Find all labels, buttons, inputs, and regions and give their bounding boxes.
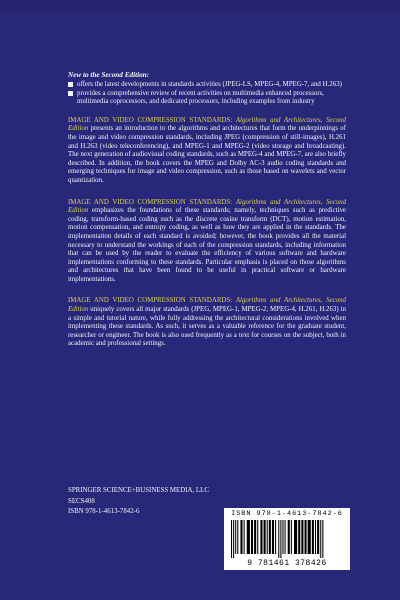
barcode-bar [280, 520, 281, 558]
barcode-bar [282, 520, 283, 554]
barcode-bar [320, 520, 321, 558]
description-paragraph-2 [68, 199, 346, 285]
book-title-caps: IMAGE AND VIDEO COMPRESSION STANDARDS: [68, 116, 233, 124]
new-edition-title: New to the Second Edition: [68, 71, 150, 79]
book-title-caps: IMAGE AND VIDEO COMPRESSION STANDARDS: [68, 198, 233, 206]
barcode-bar [312, 520, 314, 554]
list-item [68, 90, 346, 107]
bullet-text: provides a comprehensive review of recent activities on multimedia enhanced processors, multimedia coprocessors, and dedicated processors, including examples from industry [77, 89, 325, 106]
barcode-bars [230, 520, 344, 558]
barcode-bar [308, 520, 311, 554]
barcode-bar [233, 520, 234, 558]
barcode-bar [267, 520, 268, 554]
barcode-bar [291, 520, 292, 554]
paragraph-body: emphasizes the foundations of these standards; namely, techniques such as predictive coding, transform-based coding such as the discrete cosine transform (DCT), motion estimation, motion compensation, and entropy coding, as well as how they are applied in the standards. The implementation details of each standard is avoided; however, the book provides all the material necessary to understand the workings of each of the compression standards, including information that can be used by the reader to evaluate the efficiency of various software and hardware implementations conforming to these standards. Particular emphasis is placed on those algorithms and architectures that have been found to be useful in practical software or hardware implementations. [68, 207, 346, 283]
list-item [68, 81, 346, 90]
barcode-bar [298, 520, 300, 554]
barcode-bar [235, 520, 236, 554]
book-title-italic: Algorithms and Architectures, Second Edition [68, 297, 346, 314]
barcode-bar [285, 520, 286, 554]
publisher-name: SPRINGER SCIENCE+BUSINESS MEDIA, LLC [68, 487, 209, 494]
barcode-bar [294, 520, 297, 554]
description-paragraph-3 [68, 297, 346, 349]
barcode-bar [264, 520, 266, 554]
barcode-bar [237, 520, 238, 554]
barcode-bar [288, 520, 290, 554]
barcode-bar [275, 520, 276, 554]
description-paragraph-1 [68, 117, 346, 186]
book-title-italic: Algorithms and Architectures, Second Edition [68, 116, 346, 133]
barcode-bar [247, 520, 250, 554]
top-band [0, 0, 400, 14]
publisher-info [68, 486, 209, 518]
barcode-bar [317, 520, 319, 554]
barcode-bar [322, 520, 323, 558]
bullet-square-icon [68, 82, 73, 87]
barcode-bar [240, 520, 242, 554]
cover-text-block [68, 71, 346, 349]
book-title-italic: Algorithms and Architectures, Second Edition [68, 198, 346, 215]
paragraph-body: uniquely covers all major standards (JPEG, MPEG-1, MPEG-2, MPEG-4, H.261, H.263) in a simple and tutorial nature, while fully addressing the architectural considerations involved when implementing these standards. As such, it serves as a valuable reference for the graduate student, researcher or engineer. The book is also used frequently as a text for courses on the subject, both in academic and professional settings. [68, 306, 346, 348]
isbn-text: ISBN 978-1-4613-7842-6 [68, 508, 140, 516]
paragraph-body: presents an introduction to the algorithms and architectures that form the underpinnings of the image and video compression standards, including JPEG (compression of still-images), H.261 and H.263 (video teleconferencing), and MPEG-1 and MPEG-2 (video storage and broadcasting). The next generation of audiovisual coding standards, such as MPEG-4 and MPEG-7, are also briefly described. In addition, the book covers the MPEG and Dolby AC-3 audio coding standards and emerging techniques for image and video compression, such as those based on wavelets and vector quantization. [68, 125, 346, 184]
barcode-bar [257, 520, 258, 554]
barcode [224, 508, 350, 570]
barcode-bar [301, 520, 303, 554]
barcode-number: 9 781461 378426 [247, 559, 327, 568]
barcode-bar [244, 520, 245, 554]
barcode-bar [315, 520, 316, 554]
barcode-bar [260, 520, 262, 554]
barcode-bar [269, 520, 271, 554]
book-title-caps: IMAGE AND VIDEO COMPRESSION STANDARDS: [68, 297, 233, 305]
bullet-text: offers the latest developments in standards activities (JPEG-LS, MPEG-4, MPEG-7, and H.263) [77, 81, 342, 88]
barcode-bar [251, 520, 253, 554]
barcode-bar [278, 520, 279, 558]
barcode-bar [272, 520, 274, 554]
barcode-isbn-label: ISBN 978-1-4613-7842-6 [231, 510, 343, 518]
new-edition-list [68, 81, 346, 107]
barcode-bar [305, 520, 307, 554]
barcode-bar [254, 520, 256, 554]
bullet-square-icon [68, 91, 73, 96]
series-code: SECS408 [68, 497, 95, 505]
barcode-bar [231, 520, 232, 558]
